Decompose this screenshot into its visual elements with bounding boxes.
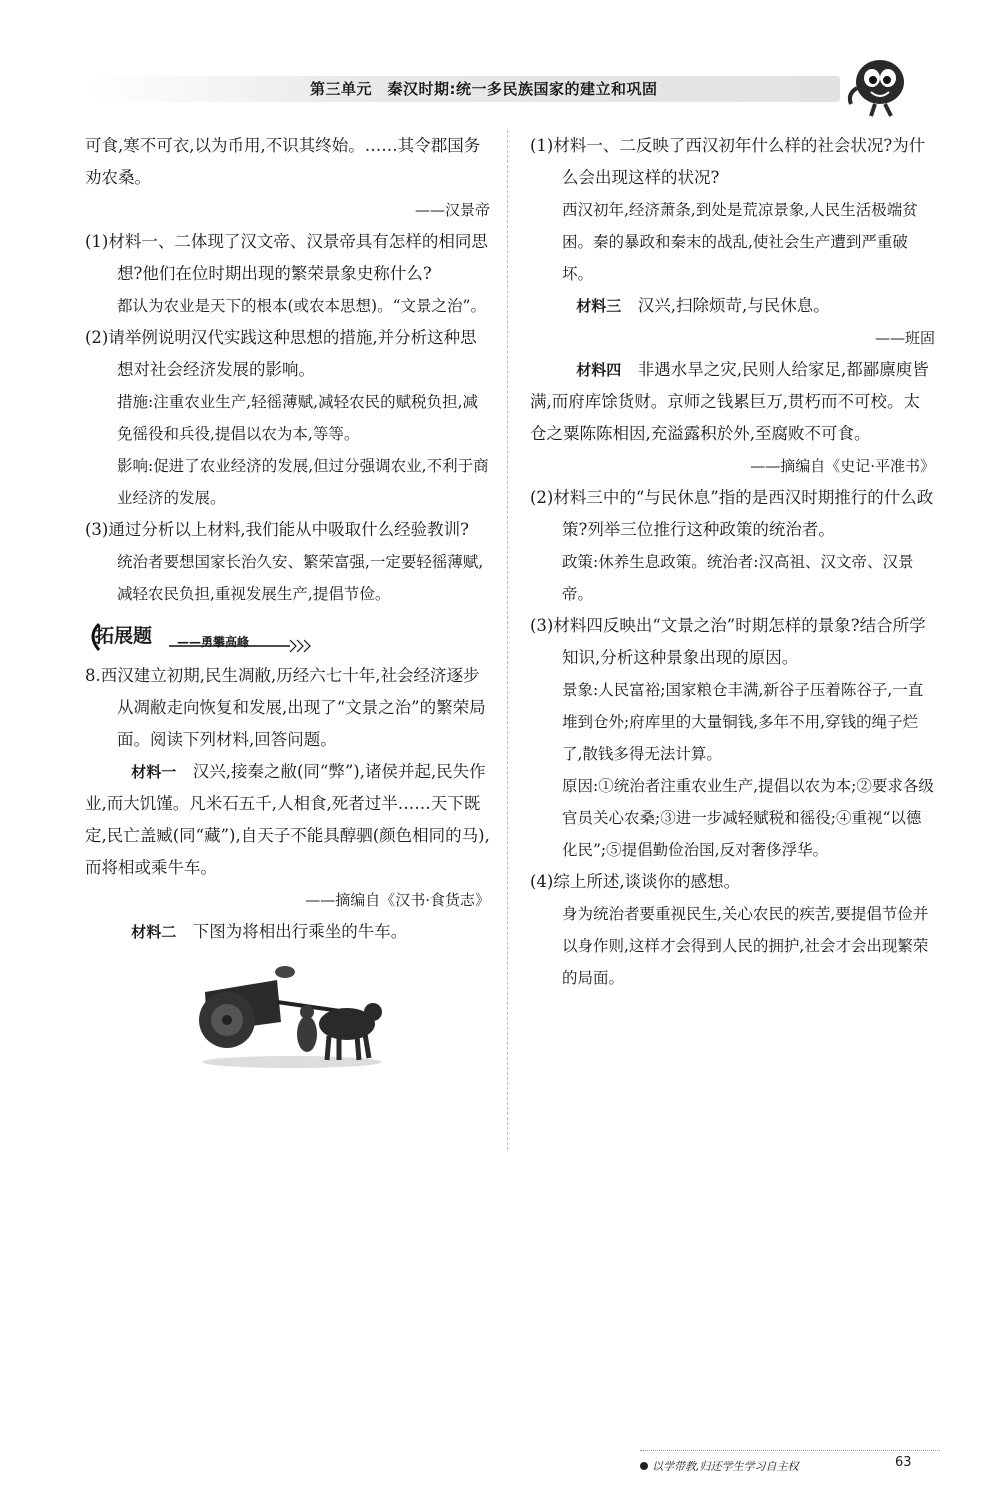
material-two bbox=[85, 916, 490, 948]
material-four-source: ——摘编自《史记·平准书》 bbox=[750, 457, 935, 475]
page-number: 63 bbox=[895, 1455, 912, 1470]
extension-label: 拓展题 bbox=[95, 625, 153, 647]
footer-rule bbox=[640, 1450, 940, 1451]
question-3: (3)通过分析以上材料,我们能从中吸取什么经验教训? bbox=[85, 520, 469, 539]
mascot-icon bbox=[835, 50, 915, 120]
running-header bbox=[90, 66, 930, 106]
source-line: ——汉景帝 bbox=[414, 201, 490, 219]
material-two-label: 材料二 bbox=[131, 923, 177, 941]
bullet-icon bbox=[640, 1462, 648, 1470]
page-footer bbox=[640, 1450, 940, 1480]
question-8-2: (2)材料三中的“与民休息”指的是西汉时期推行的什么政策?列举三位推行这种政策的统治者。 bbox=[530, 488, 934, 539]
material-four-text: 非遇水旱之灾,民则人给家足,都鄙廪庾皆满,而府库馀货财。京师之钱累巨万,贯朽而不可校。太仓之粟陈陈相因,充溢露积於外,至腐败不可食。 bbox=[530, 360, 929, 443]
ox-cart-figure-image bbox=[197, 962, 387, 1072]
material-four bbox=[530, 354, 935, 450]
answer-8-1: 西汉初年,经济萧条,到处是荒凉景象,人民生活极端贫困。秦的暴政和秦末的战乱,使社会生产遭到严重破坏。 bbox=[562, 201, 918, 283]
material-one-source: ——摘编自《汉书·食货志》 bbox=[305, 891, 490, 909]
answer-2-measures: 措施:注重农业生产,轻徭薄赋,减轻农民的赋税负担,减免徭役和兵役,提倡以农为本,等等。 bbox=[117, 393, 479, 443]
left-column bbox=[85, 130, 490, 1083]
material-one-text: 汉兴,接秦之敝(同“弊”),诸侯并起,民失作业,而大饥馑。凡米石五千,人相食,死者过半……天下既定,民亡盖臧(同“藏”),自天子不能具醇驷(颜色相同的马),而将相或乘牛车。 bbox=[85, 762, 490, 877]
question-8: 8.西汉建立初期,民生凋敝,历经六七十年,社会经济逐步从凋敝走向恢复和发展,出现了“文景之治”的繁荣局面。阅读下列材料,回答问题。 bbox=[85, 666, 486, 749]
question-8-1: (1)材料一、二反映了西汉初年什么样的社会状况?为什么会出现这样的状况? bbox=[530, 136, 926, 187]
material-three-source: ——班固 bbox=[874, 329, 935, 347]
answer-2-impact: 影响:促进了农业经济的发展,但过分强调农业,不利于商业经济的发展。 bbox=[117, 457, 489, 507]
extension-section-heading bbox=[85, 616, 490, 656]
material-one bbox=[85, 756, 490, 884]
answer-8-3-reason: 原因:①统治者注重农业生产,提倡以农为本;②要求各级官员关心农桑;③进一步减轻赋税和徭役;④重视“以德化民”;⑤提倡勤俭治国,反对奢侈浮华。 bbox=[562, 777, 934, 859]
answer-8-3-scene: 景象:人民富裕;国家粮仓丰满,新谷子压着陈谷子,一直堆到仓外;府库里的大量铜钱,多年不用,穿钱的绳子烂了,散钱多得无法计算。 bbox=[562, 681, 924, 763]
material-three-label: 材料三 bbox=[576, 297, 622, 315]
column-divider bbox=[507, 130, 508, 1150]
question-1: (1)材料一、二体现了汉文帝、汉景帝具有怎样的相同思想?他们在位时期出现的繁荣景象史称什么? bbox=[85, 232, 488, 283]
answer-8-4: 身为统治者要重视民生,关心农民的疾苦,要提倡节俭并以身作则,这样才会得到人民的拥护,社会才会出现繁荣的局面。 bbox=[562, 905, 929, 987]
answer-3: 统治者要想国家长治久安、繁荣富强,一定要轻徭薄赋,减轻农民负担,重视发展生产,提倡节俭。 bbox=[117, 553, 484, 603]
material-three-text: 汉兴,扫除烦苛,与民休息。 bbox=[637, 296, 830, 315]
extension-subtitle: ——勇攀高峰 bbox=[177, 635, 250, 649]
material-three bbox=[530, 290, 935, 322]
material-one-label: 材料一 bbox=[131, 763, 177, 781]
right-column bbox=[530, 130, 935, 994]
question-8-4: (4)综上所述,谈谈你的感想。 bbox=[530, 872, 741, 891]
footer-slogan: 以学带教,归还学生学习自主权 bbox=[652, 1460, 799, 1473]
material-four-label: 材料四 bbox=[576, 361, 622, 379]
answer-1: 都认为农业是天下的根本(或农本思想)。“文景之治”。 bbox=[117, 297, 486, 315]
material-two-text: 下图为将相出行乘坐的牛车。 bbox=[192, 922, 408, 941]
question-2: (2)请举例说明汉代实践这种思想的措施,并分析这种思想对社会经济发展的影响。 bbox=[85, 328, 477, 379]
material-two-continued: 可食,寒不可衣,以为币用,不识其终始。……其令郡国务劝农桑。 bbox=[85, 136, 481, 187]
question-8-3: (3)材料四反映出“文景之治”时期怎样的景象?结合所学知识,分析这种景象出现的原因。 bbox=[530, 616, 926, 667]
answer-8-2: 政策:休养生息政策。统治者:汉高祖、汉文帝、汉景帝。 bbox=[562, 553, 914, 603]
unit-title: 第三单元 秦汉时期:统一多民族国家的建立和巩固 bbox=[310, 80, 658, 98]
